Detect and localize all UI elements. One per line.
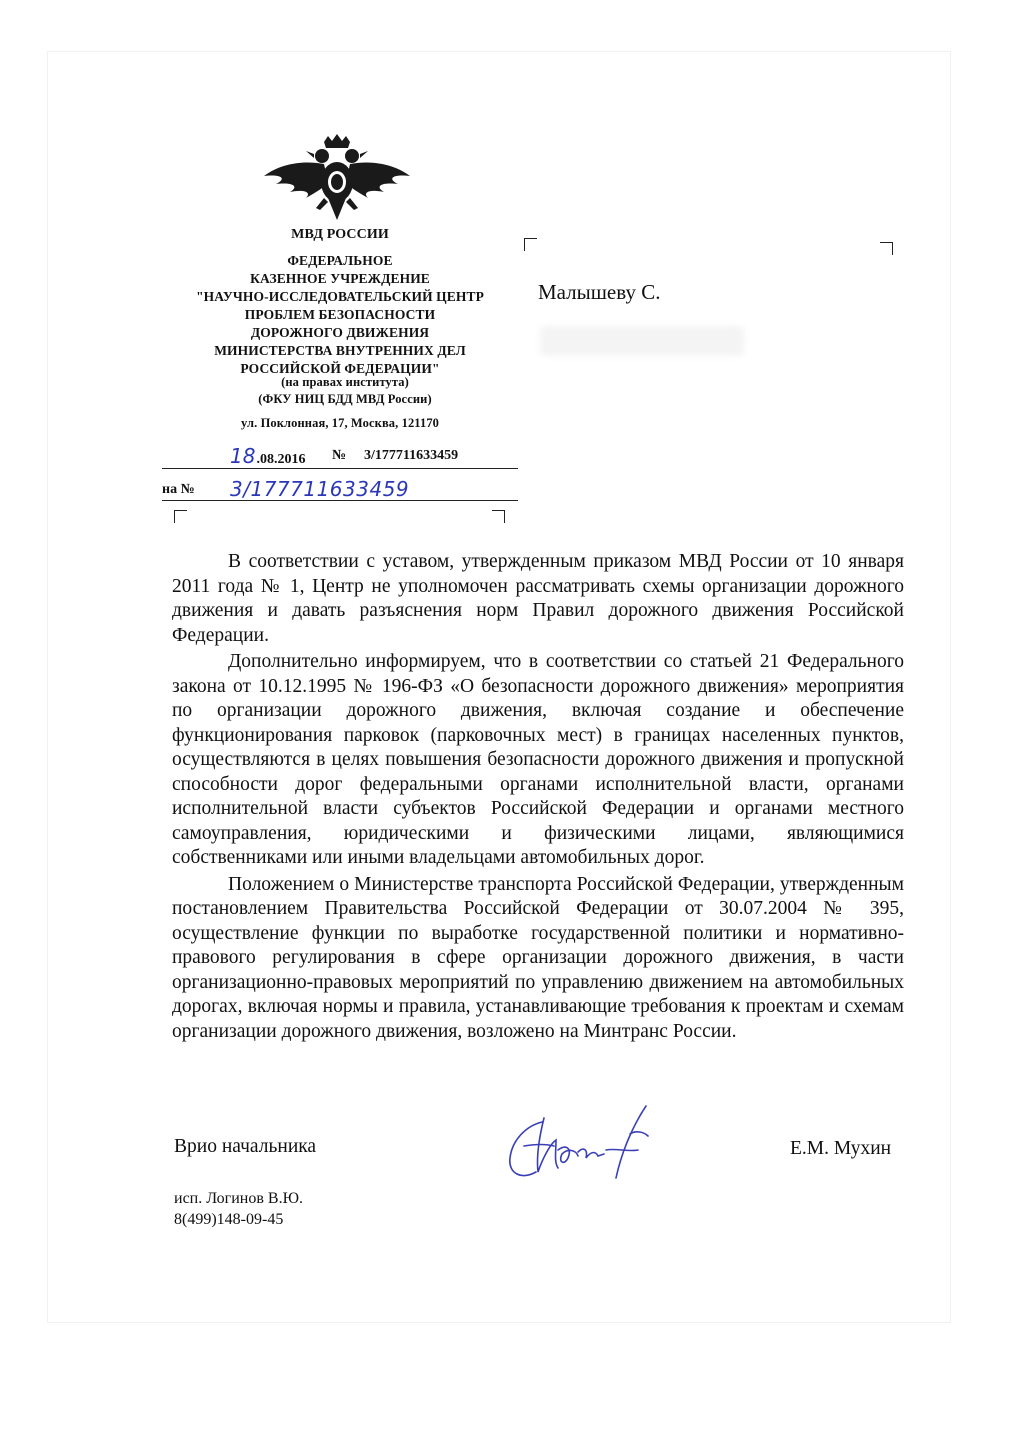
reply-label: на № (162, 482, 195, 497)
org-line: МИНИСТЕРСТВА ВНУТРЕННИХ ДЕЛ (214, 343, 466, 358)
right-corner-mark (492, 510, 505, 523)
body-paragraph: Положением о Министерстве транспорта Российской Федерации, утвержденным постановлением Правительства Российской Федерации от 30.07.2004 № 395, осуществление функции по выработке государственной политики и нормативно-правового регулирования в сфере организации дорожного движения, в части организационно-правовых мероприятий по управлению движением на автомобильных дорогах, включая нормы и правила, устанавливающие требования к проектам и схемам организации дорожного движения, возложено на Минтранс России. (172, 873, 904, 1042)
org-line: "НАУЧНО-ИССЛЕДОВАТЕЛЬСКИЙ ЦЕНТР (196, 289, 484, 304)
organization-name (160, 252, 520, 378)
signatory-title: Врио начальника (174, 1136, 317, 1157)
org-line: ДОРОЖНОГО ДВИЖЕНИЯ (250, 325, 430, 340)
date-rest: .08.2016 (256, 452, 306, 467)
executor-phone: 8(499)148-09-45 (174, 1211, 284, 1228)
body-paragraph: Дополнительно информируем, что в соответствии со статьей 21 Федерального закона от 10.12.1995 № 196-ФЗ «О безопасности дорожного движения» мероприятия по организации дорожного движения, включая создание и обеспечение функционирования парковок (парковочных мест) в границах населенных пунктов, осуществляются в целях повышения безопасности дорожного движения и пропускной способности дорог федеральными органами исполнительной власти, органами исполнительной власти субъектов Российской Федерации и органами местного самоуправления, юридическими и физическими лицами, являющимися собственниками или иными владельцами автомобильных дорог. (172, 651, 904, 868)
org-line: ФЕДЕРАЛЬНОЕ (287, 253, 393, 268)
handwritten-signature (496, 1100, 666, 1190)
double-headed-eagle-emblem (262, 134, 412, 226)
handwritten-reply-number: 3/177711633459 (230, 477, 410, 501)
org-line: КАЗЕННОЕ УЧРЕЖДЕНИЕ (250, 271, 430, 286)
status-line: (на правах института) (281, 375, 409, 389)
signatory-name: Е.М. Мухин (790, 1138, 892, 1159)
letter-body (172, 550, 904, 1046)
address-left-corner-mark (524, 238, 537, 251)
org-line: РОССИЙСКОЙ ФЕДЕРАЦИИ" (240, 361, 440, 376)
outgoing-date (230, 444, 305, 468)
executor-info (174, 1188, 303, 1230)
outgoing-number: 3/177711633459 (364, 448, 459, 463)
organization-address: ул. Поклонная, 17, Москва, 121170 (240, 416, 440, 430)
number-label: № (332, 448, 347, 463)
left-corner-mark (174, 510, 187, 523)
redacted-address (540, 326, 744, 356)
organization-status (200, 374, 490, 408)
executor-name: исп. Логинов В.Ю. (174, 1190, 304, 1207)
recipient-name: Малышеву С. (538, 280, 661, 304)
abbrev-line: (ФКУ НИЦ БДД МВД России) (258, 392, 432, 406)
org-line: ПРОБЛЕМ БЕЗОПАСНОСТИ (244, 307, 436, 322)
handwritten-day: 18 (230, 444, 256, 468)
agency-name: МВД РОССИИ (291, 227, 389, 242)
address-right-corner-mark (880, 242, 893, 255)
body-paragraph: В соответствии с уставом, утвержденным приказом МВД России от 10 января 2011 года № 1, Центр не уполномочен рассматривать схемы организации дорожного движения и давать разъяснения норм Правил дорожного движения Российской Федерации. (172, 551, 904, 646)
